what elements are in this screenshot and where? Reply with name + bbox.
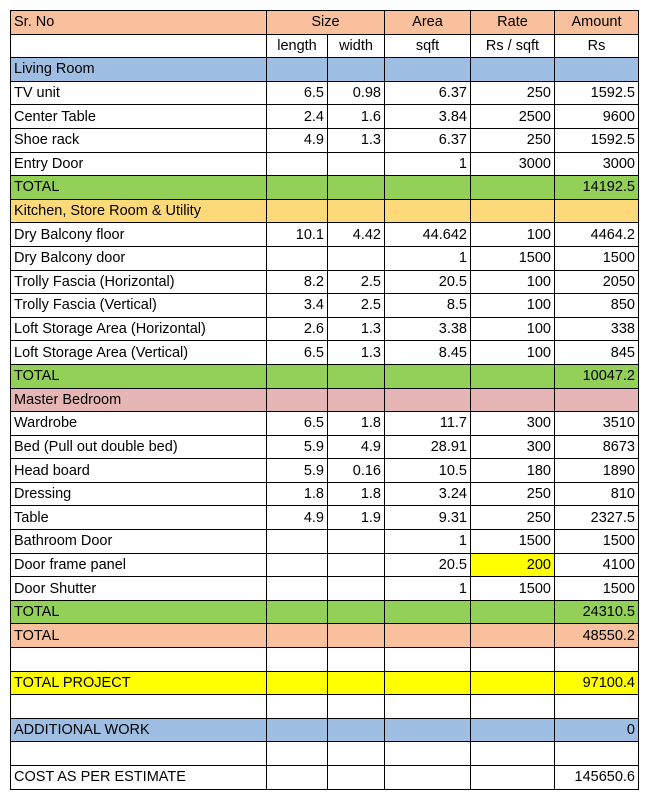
table-row <box>11 341 639 365</box>
item-amount: 1500 <box>555 246 639 270</box>
item-area: 20.5 <box>385 270 471 294</box>
item-rate: 250 <box>471 482 555 506</box>
subheader-blank <box>11 34 267 58</box>
empty-cell <box>328 624 385 648</box>
item-width: 1.3 <box>328 341 385 365</box>
empty-cell <box>471 648 555 672</box>
item-width <box>328 530 385 554</box>
subheader-rs: Rs <box>555 34 639 58</box>
empty-cell <box>385 58 471 82</box>
section-row-master <box>11 388 639 412</box>
empty-cell <box>267 671 328 695</box>
table-row <box>11 459 639 483</box>
empty-cell <box>328 58 385 82</box>
empty-cell <box>328 600 385 624</box>
empty-cell <box>471 718 555 742</box>
empty-cell <box>555 58 639 82</box>
item-amount: 850 <box>555 294 639 318</box>
empty-cell <box>328 671 385 695</box>
empty-cell <box>385 176 471 200</box>
item-width: 1.3 <box>328 128 385 152</box>
total-value: 48550.2 <box>555 624 639 648</box>
item-name: Door frame panel <box>11 553 267 577</box>
empty-cell <box>385 364 471 388</box>
item-width: 2.5 <box>328 270 385 294</box>
subheader-width: width <box>328 34 385 58</box>
item-length <box>267 152 328 176</box>
item-rate: 200 <box>471 553 555 577</box>
empty-cell <box>328 199 385 223</box>
item-length: 2.4 <box>267 105 328 129</box>
total-value: 97100.4 <box>555 671 639 695</box>
item-length <box>267 246 328 270</box>
empty-cell <box>385 695 471 719</box>
empty-cell <box>385 624 471 648</box>
item-rate: 250 <box>471 506 555 530</box>
subheader-sqft: sqft <box>385 34 471 58</box>
empty-cell <box>471 766 555 790</box>
empty-cell <box>471 624 555 648</box>
empty-cell <box>471 58 555 82</box>
blank-row <box>11 742 639 766</box>
empty-cell <box>11 648 267 672</box>
item-amount: 4100 <box>555 553 639 577</box>
blank-row <box>11 648 639 672</box>
item-amount: 845 <box>555 341 639 365</box>
empty-cell <box>385 600 471 624</box>
item-name: Trolly Fascia (Vertical) <box>11 294 267 318</box>
item-width <box>328 246 385 270</box>
total-label: ADDITIONAL WORK <box>11 718 267 742</box>
item-name: Trolly Fascia (Horizontal) <box>11 270 267 294</box>
empty-cell <box>471 364 555 388</box>
item-name: Door Shutter <box>11 577 267 601</box>
item-width: 1.6 <box>328 105 385 129</box>
empty-cell <box>267 648 328 672</box>
item-name: Dry Balcony floor <box>11 223 267 247</box>
item-name: Shoe rack <box>11 128 267 152</box>
table-row <box>11 246 639 270</box>
total-value: 24310.5 <box>555 600 639 624</box>
total-label: TOTAL PROJECT <box>11 671 267 695</box>
blank-row <box>11 695 639 719</box>
empty-cell <box>385 671 471 695</box>
total-label: TOTAL <box>11 364 267 388</box>
item-width <box>328 553 385 577</box>
item-length: 4.9 <box>267 506 328 530</box>
empty-cell <box>385 742 471 766</box>
item-area: 8.5 <box>385 294 471 318</box>
section-row-kitchen <box>11 199 639 223</box>
empty-cell <box>385 648 471 672</box>
item-width: 1.8 <box>328 412 385 436</box>
empty-cell <box>267 58 328 82</box>
empty-cell <box>267 199 328 223</box>
empty-cell <box>471 176 555 200</box>
header-size: Size <box>267 11 385 35</box>
item-name: Wardrobe <box>11 412 267 436</box>
item-name: Loft Storage Area (Horizontal) <box>11 317 267 341</box>
item-area: 3.84 <box>385 105 471 129</box>
item-width <box>328 577 385 601</box>
item-length: 6.5 <box>267 412 328 436</box>
total-value: 14192.5 <box>555 176 639 200</box>
item-rate: 100 <box>471 270 555 294</box>
empty-cell <box>328 176 385 200</box>
total-value: 0 <box>555 718 639 742</box>
item-rate: 2500 <box>471 105 555 129</box>
item-length <box>267 530 328 554</box>
empty-cell <box>328 364 385 388</box>
section-title: Kitchen, Store Room & Utility <box>11 199 267 223</box>
empty-cell <box>385 199 471 223</box>
item-width: 4.42 <box>328 223 385 247</box>
item-area: 11.7 <box>385 412 471 436</box>
item-length: 4.9 <box>267 128 328 152</box>
item-area: 10.5 <box>385 459 471 483</box>
item-rate: 3000 <box>471 152 555 176</box>
empty-cell <box>471 388 555 412</box>
item-area: 1 <box>385 152 471 176</box>
header-amount: Amount <box>555 11 639 35</box>
item-rate: 300 <box>471 435 555 459</box>
item-amount: 8673 <box>555 435 639 459</box>
table-row <box>11 412 639 436</box>
additional-work-row <box>11 718 639 742</box>
empty-cell <box>471 671 555 695</box>
item-amount: 1592.5 <box>555 81 639 105</box>
table-row <box>11 81 639 105</box>
empty-cell <box>11 742 267 766</box>
empty-cell <box>328 648 385 672</box>
item-rate: 180 <box>471 459 555 483</box>
table-row <box>11 506 639 530</box>
item-width: 2.5 <box>328 294 385 318</box>
empty-cell <box>267 364 328 388</box>
item-length: 5.9 <box>267 459 328 483</box>
table-row <box>11 530 639 554</box>
item-name: Dressing <box>11 482 267 506</box>
item-width: 1.9 <box>328 506 385 530</box>
table-row <box>11 482 639 506</box>
item-length: 2.6 <box>267 317 328 341</box>
item-rate: 1500 <box>471 577 555 601</box>
item-area: 28.91 <box>385 435 471 459</box>
item-length: 5.9 <box>267 435 328 459</box>
empty-cell <box>555 199 639 223</box>
kitchen-total-row <box>11 364 639 388</box>
table-row <box>11 553 639 577</box>
header-sr-no: Sr. No <box>11 11 267 35</box>
item-rate: 100 <box>471 294 555 318</box>
total-label: COST AS PER ESTIMATE <box>11 766 267 790</box>
header-rate: Rate <box>471 11 555 35</box>
subheader-row <box>11 34 639 58</box>
section-row-living <box>11 58 639 82</box>
empty-cell <box>328 766 385 790</box>
item-area: 44.642 <box>385 223 471 247</box>
master-total-row <box>11 600 639 624</box>
item-width: 1.8 <box>328 482 385 506</box>
empty-cell <box>555 388 639 412</box>
item-length <box>267 553 328 577</box>
item-amount: 4464.2 <box>555 223 639 247</box>
item-length: 3.4 <box>267 294 328 318</box>
empty-cell <box>385 388 471 412</box>
header-row <box>11 11 639 35</box>
item-amount: 1592.5 <box>555 128 639 152</box>
subheader-length: length <box>267 34 328 58</box>
total-label: TOTAL <box>11 600 267 624</box>
item-amount: 810 <box>555 482 639 506</box>
empty-cell <box>267 766 328 790</box>
table-row <box>11 577 639 601</box>
item-length: 10.1 <box>267 223 328 247</box>
living-total-row <box>11 176 639 200</box>
empty-cell <box>328 695 385 719</box>
empty-cell <box>267 388 328 412</box>
empty-cell <box>267 600 328 624</box>
item-name: TV unit <box>11 81 267 105</box>
item-area: 3.38 <box>385 317 471 341</box>
item-name: Center Table <box>11 105 267 129</box>
item-rate: 100 <box>471 317 555 341</box>
item-area: 1 <box>385 577 471 601</box>
table-row <box>11 128 639 152</box>
item-rate: 100 <box>471 223 555 247</box>
table-row <box>11 294 639 318</box>
empty-cell <box>471 199 555 223</box>
table-row <box>11 435 639 459</box>
empty-cell <box>267 695 328 719</box>
empty-cell <box>267 718 328 742</box>
empty-cell <box>328 742 385 766</box>
empty-cell <box>471 600 555 624</box>
item-name: Loft Storage Area (Vertical) <box>11 341 267 365</box>
subheader-rs-sqft: Rs / sqft <box>471 34 555 58</box>
table-row <box>11 105 639 129</box>
item-name: Entry Door <box>11 152 267 176</box>
item-amount: 3000 <box>555 152 639 176</box>
item-area: 3.24 <box>385 482 471 506</box>
section-title: Master Bedroom <box>11 388 267 412</box>
item-length <box>267 577 328 601</box>
item-amount: 9600 <box>555 105 639 129</box>
item-rate: 1500 <box>471 246 555 270</box>
item-area: 20.5 <box>385 553 471 577</box>
empty-cell <box>267 624 328 648</box>
item-rate: 300 <box>471 412 555 436</box>
empty-cell <box>11 695 267 719</box>
item-length: 6.5 <box>267 81 328 105</box>
item-length: 8.2 <box>267 270 328 294</box>
item-amount: 1500 <box>555 530 639 554</box>
item-area: 6.37 <box>385 128 471 152</box>
total-label: TOTAL <box>11 624 267 648</box>
item-name: Dry Balcony door <box>11 246 267 270</box>
section-title: Living Room <box>11 58 267 82</box>
table-row <box>11 270 639 294</box>
item-amount: 2327.5 <box>555 506 639 530</box>
item-name: Bathroom Door <box>11 530 267 554</box>
empty-cell <box>471 695 555 719</box>
item-amount: 3510 <box>555 412 639 436</box>
cost-estimate-row <box>11 766 639 790</box>
empty-cell <box>385 766 471 790</box>
item-name: Bed (Pull out double bed) <box>11 435 267 459</box>
item-width: 0.16 <box>328 459 385 483</box>
item-length: 1.8 <box>267 482 328 506</box>
empty-cell <box>328 718 385 742</box>
item-area: 1 <box>385 246 471 270</box>
item-width: 1.3 <box>328 317 385 341</box>
empty-cell <box>555 742 639 766</box>
empty-cell <box>385 718 471 742</box>
item-rate: 100 <box>471 341 555 365</box>
item-rate: 1500 <box>471 530 555 554</box>
item-name: Table <box>11 506 267 530</box>
item-width <box>328 152 385 176</box>
total-label: TOTAL <box>11 176 267 200</box>
empty-cell <box>328 388 385 412</box>
estimate-table <box>10 10 639 790</box>
item-amount: 2050 <box>555 270 639 294</box>
item-name: Head board <box>11 459 267 483</box>
empty-cell <box>267 176 328 200</box>
item-amount: 338 <box>555 317 639 341</box>
item-amount: 1890 <box>555 459 639 483</box>
total-value: 10047.2 <box>555 364 639 388</box>
grand-total-row <box>11 624 639 648</box>
total-value: 145650.6 <box>555 766 639 790</box>
item-area: 8.45 <box>385 341 471 365</box>
item-rate: 250 <box>471 81 555 105</box>
table-row <box>11 223 639 247</box>
table-row <box>11 317 639 341</box>
total-project-row <box>11 671 639 695</box>
item-width: 4.9 <box>328 435 385 459</box>
item-width: 0.98 <box>328 81 385 105</box>
item-amount: 1500 <box>555 577 639 601</box>
header-area: Area <box>385 11 471 35</box>
item-area: 6.37 <box>385 81 471 105</box>
table-row <box>11 152 639 176</box>
item-length: 6.5 <box>267 341 328 365</box>
empty-cell <box>555 648 639 672</box>
empty-cell <box>471 742 555 766</box>
empty-cell <box>555 695 639 719</box>
item-area: 9.31 <box>385 506 471 530</box>
item-rate: 250 <box>471 128 555 152</box>
item-area: 1 <box>385 530 471 554</box>
empty-cell <box>267 742 328 766</box>
